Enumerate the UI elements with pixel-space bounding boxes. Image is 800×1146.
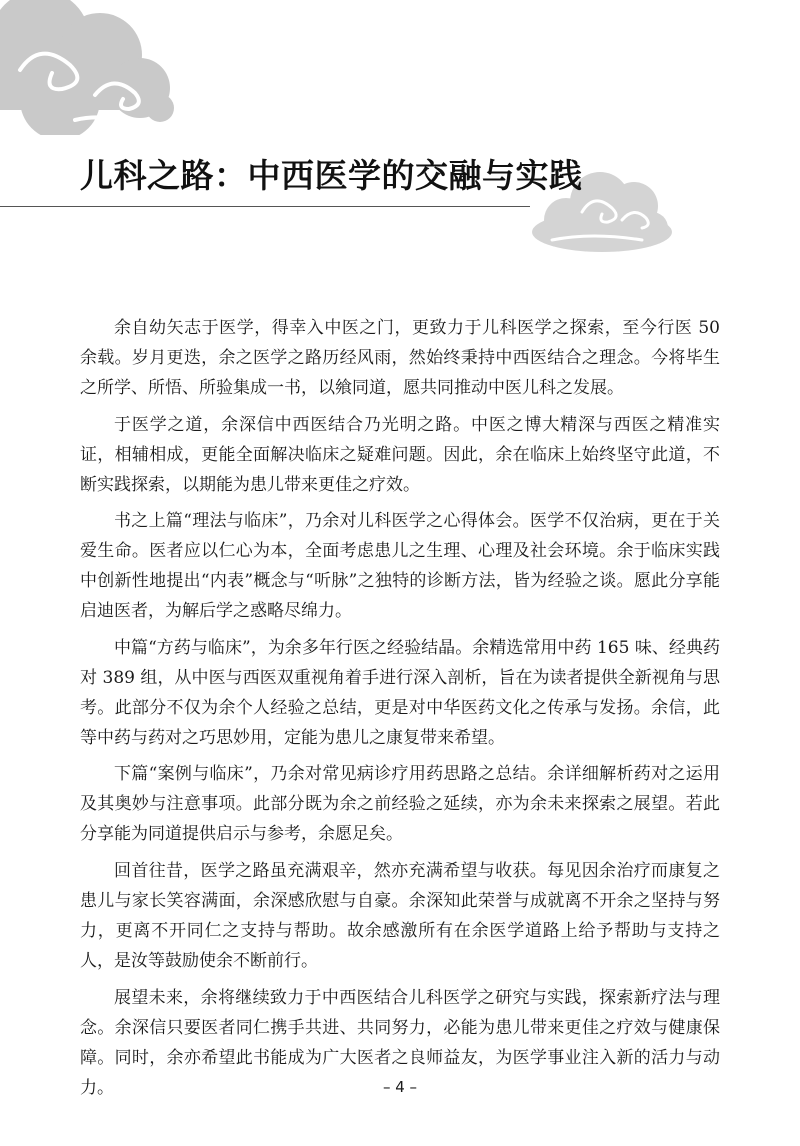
paragraph-5: 下篇“案例与临床”，乃余对常见病诊疗用药思路之总结。余详细解析药对之运用及其奥妙与注意事项。此部分既为余之前经验之延续，亦为余未来探索之展望。若此分享能为同道提供启示与参考，余愿足矣。 bbox=[80, 764, 720, 845]
title-divider bbox=[0, 206, 530, 207]
paragraph-3: 书之上篇“理法与临床”，乃余对儿科医学之心得体会。医学不仅治病，更在于关爱生命。医者应以仁心为本，全面考虑患儿之生理、心理及社会环境。余于临床实践中创新性地提出“内表”概念与“听脉”之独特的诊断方法，皆为经验之谈。愿此分享能启迪医者，为解后学之惑略尽绵力。 bbox=[80, 511, 720, 622]
cloud-decoration-top-icon bbox=[0, 0, 175, 135]
body-text bbox=[80, 313, 720, 1109]
page-number: – 4 – bbox=[382, 1078, 418, 1096]
paragraph-6: 回首往昔，医学之路虽充满艰辛，然亦充满希望与收获。每见因余治疗而康复之患儿与家长笑容满面，余深感欣慰与自豪。余深知此荣誉与成就离不开余之坚持与努力，更离不开同仁之支持与帮助。故余感激所有在余医学道路上给予帮助与支持之人，是汝等鼓励使余不断前行。 bbox=[80, 860, 720, 971]
paragraph-4: 中篇“方药与临床”，为余多年行医之经验结晶。余精选常用中药 165 味、经典药对 389 组，从中医与西医双重视角着手进行深入剖析，旨在为读者提供全新视角与思考。此部分不仅为余个人经验之总结，更是对中华医药文化之传承与发扬。余信，此等中药与药对之巧思妙用，定能为患儿之康复带来希望。 bbox=[80, 637, 720, 748]
paragraph-1: 余自幼矢志于医学，得幸入中医之门，更致力于儿科医学之探索，至今行医 50 余载。岁月更迭，余之医学之路历经风雨，然始终秉持中西医结合之理念。今将毕生之所学、所悟、所验集成一书，以飨同道，愿共同推动中医儿科之发展。 bbox=[80, 318, 720, 398]
page-title: 儿科之路：中西医学的交融与实践 bbox=[80, 156, 583, 195]
paragraph-7: 展望未来，余将继续致力于中西医结合儿科医学之研究与实践，探索新疗法与理念。余深信只要医者同仁携手共进、共同努力，必能为患儿带来更佳之疗效与健康保障。同时，余亦希望此书能成为广大医者之良师益友，为医学事业注入新的活力与动力。 bbox=[80, 987, 720, 1098]
paragraph-2: 于医学之道，余深信中西医结合乃光明之路。中医之博大精深与西医之精准实证，相辅相成，更能全面解决临床之疑难问题。因此，余在临床上始终坚守此道，不断实践探索，以期能为患儿带来更佳之疗效。 bbox=[80, 414, 720, 495]
